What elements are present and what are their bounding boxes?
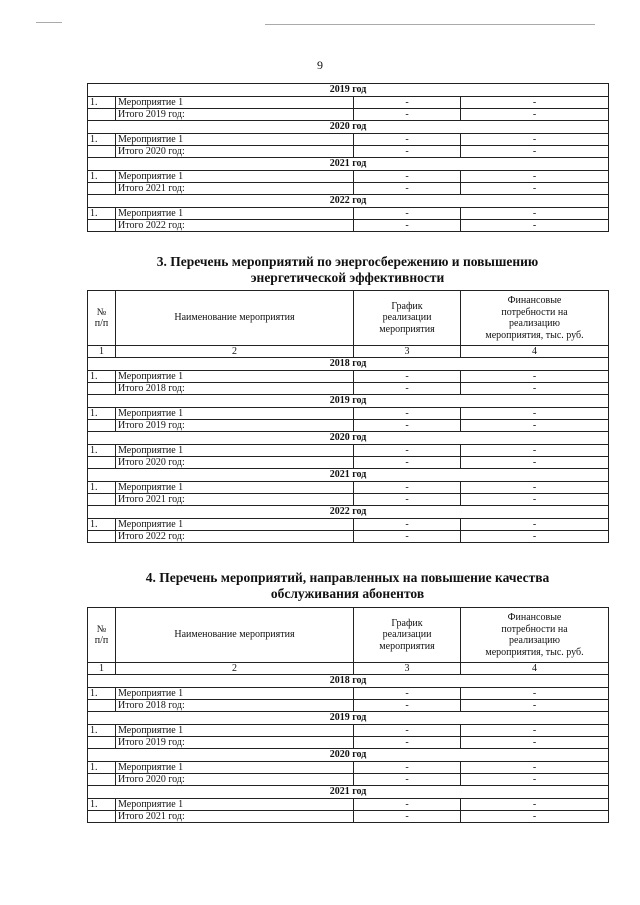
schedule-total: - <box>354 109 461 121</box>
year-row <box>88 469 609 482</box>
total-label: Итого 2018 год: <box>116 383 354 395</box>
section-4-title: 4. Перечень мероприятий, направленных на повышение качества обслуживания абонентов <box>145 570 550 602</box>
activity-name: Мероприятие 1 <box>116 482 354 494</box>
schedule-value: - <box>354 171 461 183</box>
activity-row <box>88 445 609 457</box>
year-label: 2022 год <box>88 195 609 208</box>
col-number: 4 <box>461 663 609 675</box>
finance-value: - <box>461 688 609 700</box>
section-4-table <box>87 607 609 823</box>
total-row <box>88 774 609 786</box>
activity-name: Мероприятие 1 <box>116 371 354 383</box>
header-name: Наименование мероприятия <box>116 291 354 346</box>
total-label: Итого 2020 год: <box>116 146 354 158</box>
row-number-empty <box>88 737 116 749</box>
activity-name: Мероприятие 1 <box>116 762 354 774</box>
schedule-total: - <box>354 774 461 786</box>
page-number: 9 <box>317 58 323 72</box>
schedule-total: - <box>354 700 461 712</box>
row-number-empty <box>88 109 116 121</box>
col-number: 2 <box>116 663 354 675</box>
schedule-value: - <box>354 408 461 420</box>
schedule-value: - <box>354 762 461 774</box>
year-label: 2019 год <box>88 84 609 97</box>
row-number: 1. <box>88 208 116 220</box>
schedule-value: - <box>354 519 461 531</box>
activity-row <box>88 482 609 494</box>
col-number: 1 <box>88 663 116 675</box>
total-label: Итого 2019 год: <box>116 109 354 121</box>
year-label: 2021 год <box>88 158 609 171</box>
total-row <box>88 737 609 749</box>
finance-value: - <box>461 208 609 220</box>
header-num: № п/п <box>88 291 116 346</box>
total-label: Итого 2020 год: <box>116 774 354 786</box>
year-label: 2021 год <box>88 786 609 799</box>
year-row <box>88 358 609 371</box>
year-row <box>88 506 609 519</box>
row-number-empty <box>88 457 116 469</box>
schedule-total: - <box>354 737 461 749</box>
total-label: Итого 2021 год: <box>116 183 354 195</box>
row-number-empty <box>88 146 116 158</box>
activity-row <box>88 762 609 774</box>
header-row <box>88 608 609 663</box>
year-label: 2018 год <box>88 358 609 371</box>
row-number-empty <box>88 383 116 395</box>
finance-total: - <box>461 146 609 158</box>
section-3-table <box>87 290 609 543</box>
row-number: 1. <box>88 482 116 494</box>
year-label: 2022 год <box>88 506 609 519</box>
schedule-total: - <box>354 183 461 195</box>
activity-row <box>88 408 609 420</box>
row-number-empty <box>88 220 116 232</box>
header-name: Наименование мероприятия <box>116 608 354 663</box>
activity-row <box>88 134 609 146</box>
row-number: 1. <box>88 445 116 457</box>
finance-value: - <box>461 97 609 109</box>
schedule-total: - <box>354 811 461 823</box>
activity-row <box>88 725 609 737</box>
finance-total: - <box>461 420 609 432</box>
activity-row <box>88 97 609 109</box>
schedule-total: - <box>354 494 461 506</box>
row-number-empty <box>88 811 116 823</box>
total-label: Итого 2019 год: <box>116 737 354 749</box>
finance-value: - <box>461 799 609 811</box>
year-row <box>88 121 609 134</box>
activity-row <box>88 799 609 811</box>
year-row <box>88 675 609 688</box>
schedule-total: - <box>354 531 461 543</box>
finance-total: - <box>461 109 609 121</box>
finance-total: - <box>461 220 609 232</box>
finance-total: - <box>461 774 609 786</box>
total-row <box>88 811 609 823</box>
finance-value: - <box>461 762 609 774</box>
header-num: № п/п <box>88 608 116 663</box>
total-row <box>88 494 609 506</box>
total-label: Итого 2018 год: <box>116 700 354 712</box>
finance-value: - <box>461 134 609 146</box>
header-schedule: График реализации мероприятия <box>354 291 461 346</box>
row-number-empty <box>88 531 116 543</box>
header-row <box>88 291 609 346</box>
activity-name: Мероприятие 1 <box>116 799 354 811</box>
activity-name: Мероприятие 1 <box>116 97 354 109</box>
total-row <box>88 220 609 232</box>
col-number: 4 <box>461 346 609 358</box>
column-number-row <box>88 346 609 358</box>
activity-row <box>88 519 609 531</box>
total-row <box>88 109 609 121</box>
year-row <box>88 432 609 445</box>
total-row <box>88 383 609 395</box>
schedule-total: - <box>354 146 461 158</box>
finance-total: - <box>461 531 609 543</box>
year-row <box>88 712 609 725</box>
finance-total: - <box>461 383 609 395</box>
row-number: 1. <box>88 171 116 183</box>
activity-name: Мероприятие 1 <box>116 445 354 457</box>
total-label: Итого 2022 год: <box>116 531 354 543</box>
year-label: 2018 год <box>88 675 609 688</box>
schedule-total: - <box>354 220 461 232</box>
finance-value: - <box>461 408 609 420</box>
total-label: Итого 2020 год: <box>116 457 354 469</box>
finance-value: - <box>461 482 609 494</box>
year-row <box>88 749 609 762</box>
activity-name: Мероприятие 1 <box>116 171 354 183</box>
scan-line-left <box>36 22 62 23</box>
year-row <box>88 786 609 799</box>
activity-row <box>88 688 609 700</box>
year-label: 2020 год <box>88 121 609 134</box>
total-label: Итого 2019 год: <box>116 420 354 432</box>
finance-total: - <box>461 494 609 506</box>
year-row <box>88 395 609 408</box>
top-table <box>87 83 609 232</box>
row-number: 1. <box>88 725 116 737</box>
total-label: Итого 2022 год: <box>116 220 354 232</box>
activity-name: Мероприятие 1 <box>116 408 354 420</box>
finance-total: - <box>461 737 609 749</box>
finance-value: - <box>461 445 609 457</box>
schedule-total: - <box>354 457 461 469</box>
finance-total: - <box>461 811 609 823</box>
total-row <box>88 146 609 158</box>
total-row <box>88 700 609 712</box>
year-label: 2020 год <box>88 432 609 445</box>
scan-line-right <box>265 24 595 25</box>
schedule-value: - <box>354 482 461 494</box>
activity-name: Мероприятие 1 <box>116 688 354 700</box>
finance-value: - <box>461 519 609 531</box>
year-row <box>88 84 609 97</box>
year-row <box>88 195 609 208</box>
row-number: 1. <box>88 762 116 774</box>
row-number: 1. <box>88 688 116 700</box>
column-number-row <box>88 663 609 675</box>
schedule-value: - <box>354 688 461 700</box>
row-number-empty <box>88 774 116 786</box>
activity-name: Мероприятие 1 <box>116 134 354 146</box>
activity-row <box>88 171 609 183</box>
year-label: 2019 год <box>88 395 609 408</box>
activity-name: Мероприятие 1 <box>116 725 354 737</box>
row-number: 1. <box>88 799 116 811</box>
finance-value: - <box>461 171 609 183</box>
total-row <box>88 457 609 469</box>
schedule-value: - <box>354 445 461 457</box>
header-schedule: График реализации мероприятия <box>354 608 461 663</box>
row-number: 1. <box>88 134 116 146</box>
row-number-empty <box>88 420 116 432</box>
schedule-total: - <box>354 383 461 395</box>
total-label: Итого 2021 год: <box>116 494 354 506</box>
schedule-value: - <box>354 208 461 220</box>
finance-total: - <box>461 457 609 469</box>
total-row <box>88 531 609 543</box>
header-finance: Финансовые потребности на реализацию мероприятия, тыс. руб. <box>461 291 609 346</box>
activity-name: Мероприятие 1 <box>116 208 354 220</box>
col-number: 3 <box>354 663 461 675</box>
row-number: 1. <box>88 519 116 531</box>
activity-name: Мероприятие 1 <box>116 519 354 531</box>
header-finance: Финансовые потребности на реализацию мероприятия, тыс. руб. <box>461 608 609 663</box>
total-row <box>88 183 609 195</box>
finance-total: - <box>461 700 609 712</box>
schedule-value: - <box>354 97 461 109</box>
finance-total: - <box>461 183 609 195</box>
row-number-empty <box>88 700 116 712</box>
col-number: 1 <box>88 346 116 358</box>
row-number-empty <box>88 494 116 506</box>
schedule-value: - <box>354 725 461 737</box>
finance-value: - <box>461 725 609 737</box>
year-label: 2019 год <box>88 712 609 725</box>
total-label: Итого 2021 год: <box>116 811 354 823</box>
row-number-empty <box>88 183 116 195</box>
total-row <box>88 420 609 432</box>
year-label: 2020 год <box>88 749 609 762</box>
schedule-value: - <box>354 799 461 811</box>
year-row <box>88 158 609 171</box>
col-number: 3 <box>354 346 461 358</box>
row-number: 1. <box>88 371 116 383</box>
finance-value: - <box>461 371 609 383</box>
activity-row <box>88 208 609 220</box>
section-3-title: 3. Перечень мероприятий по энергосбережению и повышению энергетической эффективности <box>156 254 539 286</box>
year-label: 2021 год <box>88 469 609 482</box>
col-number: 2 <box>116 346 354 358</box>
schedule-value: - <box>354 134 461 146</box>
row-number: 1. <box>88 408 116 420</box>
activity-row <box>88 371 609 383</box>
row-number: 1. <box>88 97 116 109</box>
schedule-value: - <box>354 371 461 383</box>
schedule-total: - <box>354 420 461 432</box>
